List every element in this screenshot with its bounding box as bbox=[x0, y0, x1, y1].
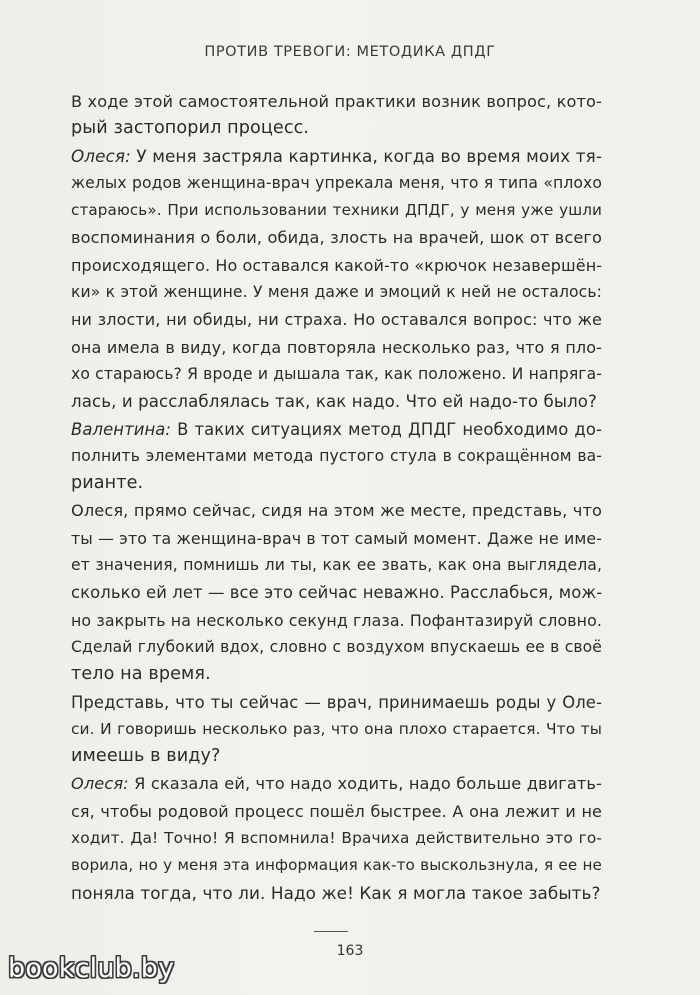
line-text: У меня застряла картинка, когда во время моих тя- bbox=[130, 145, 602, 166]
line-text: ни злости, ни обиды, ни страха. Но оставался вопрос: что же bbox=[71, 310, 602, 330]
text-line bbox=[71, 224, 602, 251]
line-text: си. И говоришь несколько раз, что она плохо старается. Что ты bbox=[71, 719, 602, 738]
text-line bbox=[71, 279, 602, 306]
text-line bbox=[71, 306, 602, 333]
text-line bbox=[71, 825, 602, 852]
text-line bbox=[71, 689, 602, 716]
text-line bbox=[71, 716, 602, 743]
text-line bbox=[71, 115, 602, 142]
text-line bbox=[71, 852, 602, 879]
speaker-label: Олеся: bbox=[71, 774, 129, 794]
text-line bbox=[71, 416, 602, 443]
line-text: ты — это та женщина-врач в тот самый момент. Даже не име- bbox=[71, 528, 602, 548]
line-text: тело на время. bbox=[71, 664, 211, 685]
body-text bbox=[71, 88, 602, 907]
running-head: ПРОТИВ ТРЕВОГИ: МЕТОДИКА ДПДГ bbox=[204, 44, 496, 60]
text-line bbox=[71, 634, 602, 661]
text-line bbox=[71, 579, 602, 606]
line-text: полнить элементами метода пустого стула в сокращённом ва- bbox=[71, 446, 602, 465]
text-line bbox=[71, 388, 602, 415]
line-text: Представь, что ты сейчас — врач, принимаешь роды у Оле- bbox=[71, 692, 602, 712]
watermark: bookclub.by bbox=[8, 953, 175, 984]
line-text: В ходе этой самостоятельной практики возник вопрос, кото- bbox=[71, 92, 602, 111]
line-text: ходит. Да! Точно! Я вспомнила! Врачиха действительно это го- bbox=[71, 829, 602, 848]
line-text: В таких ситуациях метод ДПДГ необходимо до- bbox=[171, 419, 602, 439]
text-line bbox=[71, 525, 602, 552]
text-line bbox=[71, 361, 602, 388]
line-text: Сделай глубокий вдох, словно с воздухом впускаешь ее в своё bbox=[71, 637, 602, 656]
line-text: Олеся, прямо сейчас, сидя на этом же месте, представь, что bbox=[71, 501, 602, 521]
line-text: хо стараюсь? Я вроде и дышала так, как положено. И напряга- bbox=[71, 364, 602, 383]
line-text: желых родов женщина-врач упрекала меня, что я типа «плохо bbox=[71, 173, 602, 192]
line-text: сколько ей лет — все это сейчас неважно. Расслабься, мож- bbox=[71, 583, 603, 603]
text-line bbox=[71, 607, 602, 634]
line-text: происходящего. Но оставался какой-то «крючок незавершён- bbox=[71, 255, 603, 275]
line-text: рианте. bbox=[71, 473, 144, 494]
text-line bbox=[71, 252, 602, 279]
speaker-label: Валентина: bbox=[71, 419, 172, 439]
text-line bbox=[71, 470, 602, 497]
line-text: ет значения, помнишь ли ты, как ее звать, как она выглядела, bbox=[71, 556, 602, 575]
text-line bbox=[71, 880, 602, 907]
text-line bbox=[71, 770, 602, 797]
line-text: имеешь в виду? bbox=[71, 746, 221, 767]
text-line bbox=[71, 661, 602, 688]
text-line bbox=[71, 143, 602, 170]
page-number: 163 bbox=[336, 943, 364, 959]
line-text: воспоминания о боли, обида, злость на врачей, шок от всего bbox=[71, 228, 602, 248]
text-line bbox=[71, 197, 602, 224]
speaker-label: Олеся: bbox=[71, 145, 131, 166]
text-line bbox=[71, 497, 602, 524]
text-line bbox=[71, 443, 602, 470]
line-text: Я сказала ей, что надо ходить, надо больше двигать- bbox=[128, 774, 602, 794]
line-text: но закрыть на несколько секунд глаза. Пофантазируй словно. bbox=[71, 610, 602, 630]
text-line bbox=[71, 88, 602, 115]
line-text: ворила, но у меня эта информация как-то выскользнула, я ее не bbox=[71, 856, 602, 875]
line-text: она имела в виду, когда повторяла несколько раз, что я пло- bbox=[71, 337, 602, 357]
footer-rule bbox=[314, 931, 348, 932]
line-text: рый застопорил процесс. bbox=[71, 118, 310, 139]
line-text: ки» к этой женщине. У меня даже и эмоций к ней не осталось: bbox=[71, 283, 602, 302]
line-text: лась, и расслаблялась так, как надо. Что ей надо-то было? bbox=[71, 392, 597, 412]
text-line bbox=[71, 170, 602, 197]
line-text: ся, чтобы родовой процесс пошёл быстрее. А она лежит и не bbox=[71, 801, 602, 821]
text-line bbox=[71, 552, 602, 579]
line-text: поняла тогда, что ли. Надо же! Как я могла такое забыть? bbox=[71, 882, 601, 903]
text-line bbox=[71, 743, 602, 770]
text-line bbox=[71, 798, 602, 825]
text-line bbox=[71, 334, 602, 361]
line-text: стараюсь». При использовании техники ДПДГ, у меня уже ушли bbox=[71, 201, 602, 220]
